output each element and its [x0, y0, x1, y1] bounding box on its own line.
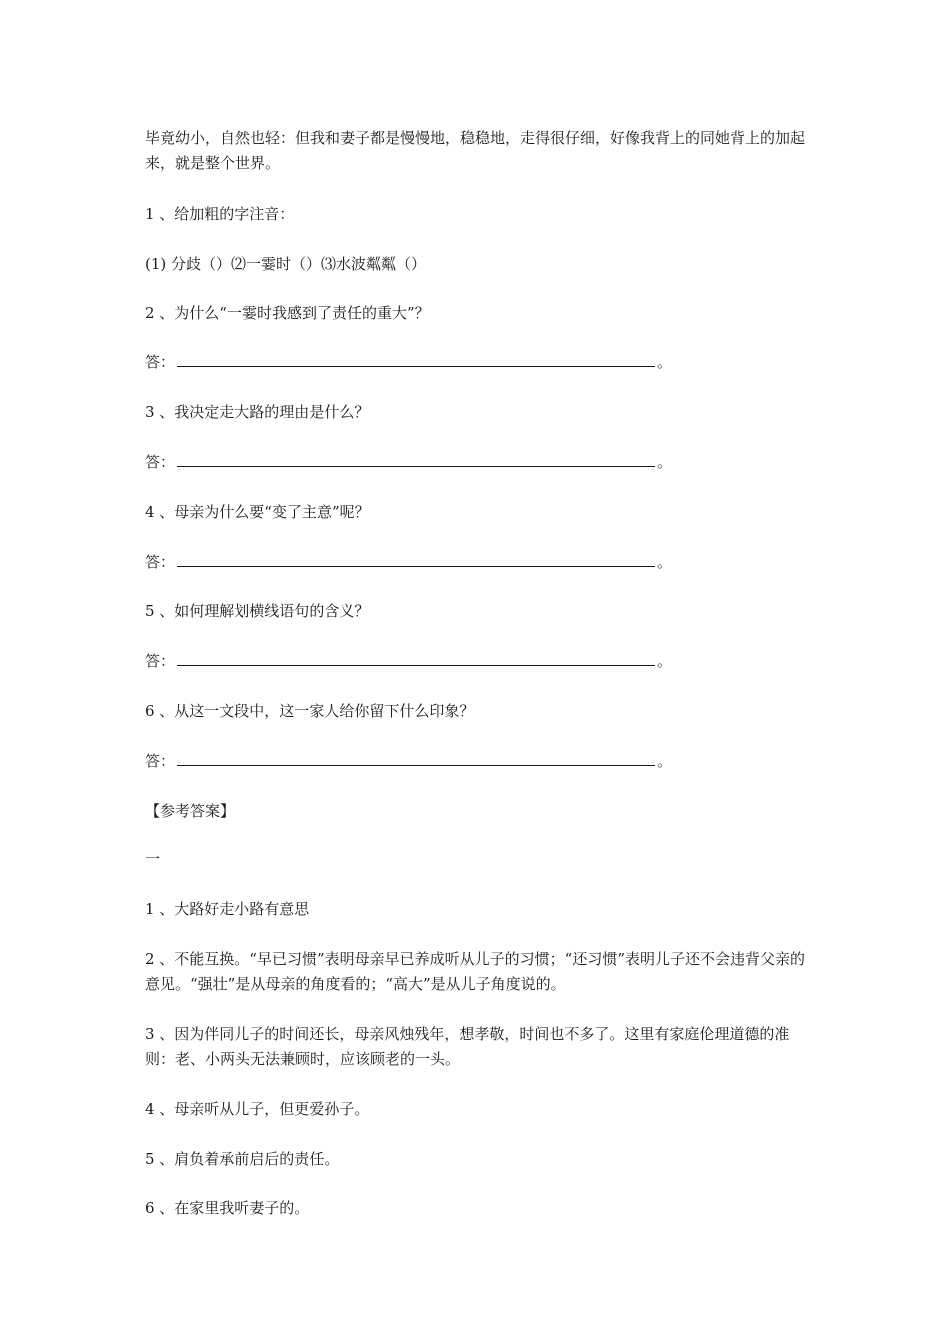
question-3: 3 、我决定走大路的理由是什么？ — [145, 403, 370, 421]
answer-end: 。 — [657, 353, 673, 371]
answer-line-6 — [145, 750, 672, 772]
question-1: 1 、给加粗的字注音： — [145, 205, 295, 223]
reference-answer-6: 6 、在家里我听妻子的。 — [145, 1199, 310, 1217]
reference-answer-5: 5 、肩负着承前启后的责任。 — [145, 1150, 340, 1168]
reference-answer-4: 4 、母亲听从儿子，但更爱孙子。 — [145, 1100, 370, 1118]
answer-label: 答： — [145, 453, 176, 471]
question-1-items: (1) 分歧（）⑵一霎时（）⑶水波粼粼（） — [145, 255, 427, 273]
reference-section: 一 — [145, 850, 161, 868]
reference-answer-1: 1 、大路好走小路有意思 — [145, 900, 310, 918]
reference-answer-3: 3 、因为伴同儿子的时间还长，母亲风烛残年，想孝敬，时间也不多了。这里有家庭伦理道德的准则：老、小两头无法兼顾时，应该顾老的一头。 — [145, 1025, 790, 1068]
answer-label: 答： — [145, 652, 176, 670]
answer-line-4 — [145, 551, 672, 573]
answer-end: 。 — [657, 652, 673, 670]
answer-label: 答： — [145, 353, 176, 371]
answer-end: 。 — [657, 553, 673, 571]
question-5: 5 、如何理解划横线语句的含义？ — [145, 602, 370, 620]
answer-blank[interactable] — [177, 552, 655, 567]
answer-label: 答： — [145, 553, 176, 571]
answer-line-3 — [145, 451, 672, 473]
answer-blank[interactable] — [177, 651, 655, 666]
answer-line-5 — [145, 650, 672, 672]
passage-text: 毕竟幼小，自然也轻：但我和妻子都是慢慢地，稳稳地，走得很仔细，好像我背上的同她背上的加起来，就是整个世界。 — [145, 129, 806, 172]
question-4: 4 、母亲为什么要“变了主意”呢？ — [145, 503, 370, 521]
answer-end: 。 — [657, 453, 673, 471]
reference-title: 【参考答案】 — [145, 802, 236, 820]
answer-line-2 — [145, 351, 672, 373]
answer-blank[interactable] — [177, 352, 655, 367]
answer-blank[interactable] — [177, 751, 655, 766]
question-2: 2 、为什么“一霎时我感到了责任的重大”？ — [145, 304, 430, 322]
answer-label: 答： — [145, 752, 176, 770]
answer-end: 。 — [657, 752, 673, 770]
reference-answer-2: 2 、不能互换。“早已习惯”表明母亲早已养成听从儿子的习惯；“还习惯”表明儿子还不会违背父亲的意见。“强壮”是从母亲的角度看的；“高大”是从儿子角度说的。 — [145, 950, 805, 993]
answer-blank[interactable] — [177, 452, 655, 467]
question-6: 6 、从这一文段中，这一家人给你留下什么印象？ — [145, 702, 475, 720]
